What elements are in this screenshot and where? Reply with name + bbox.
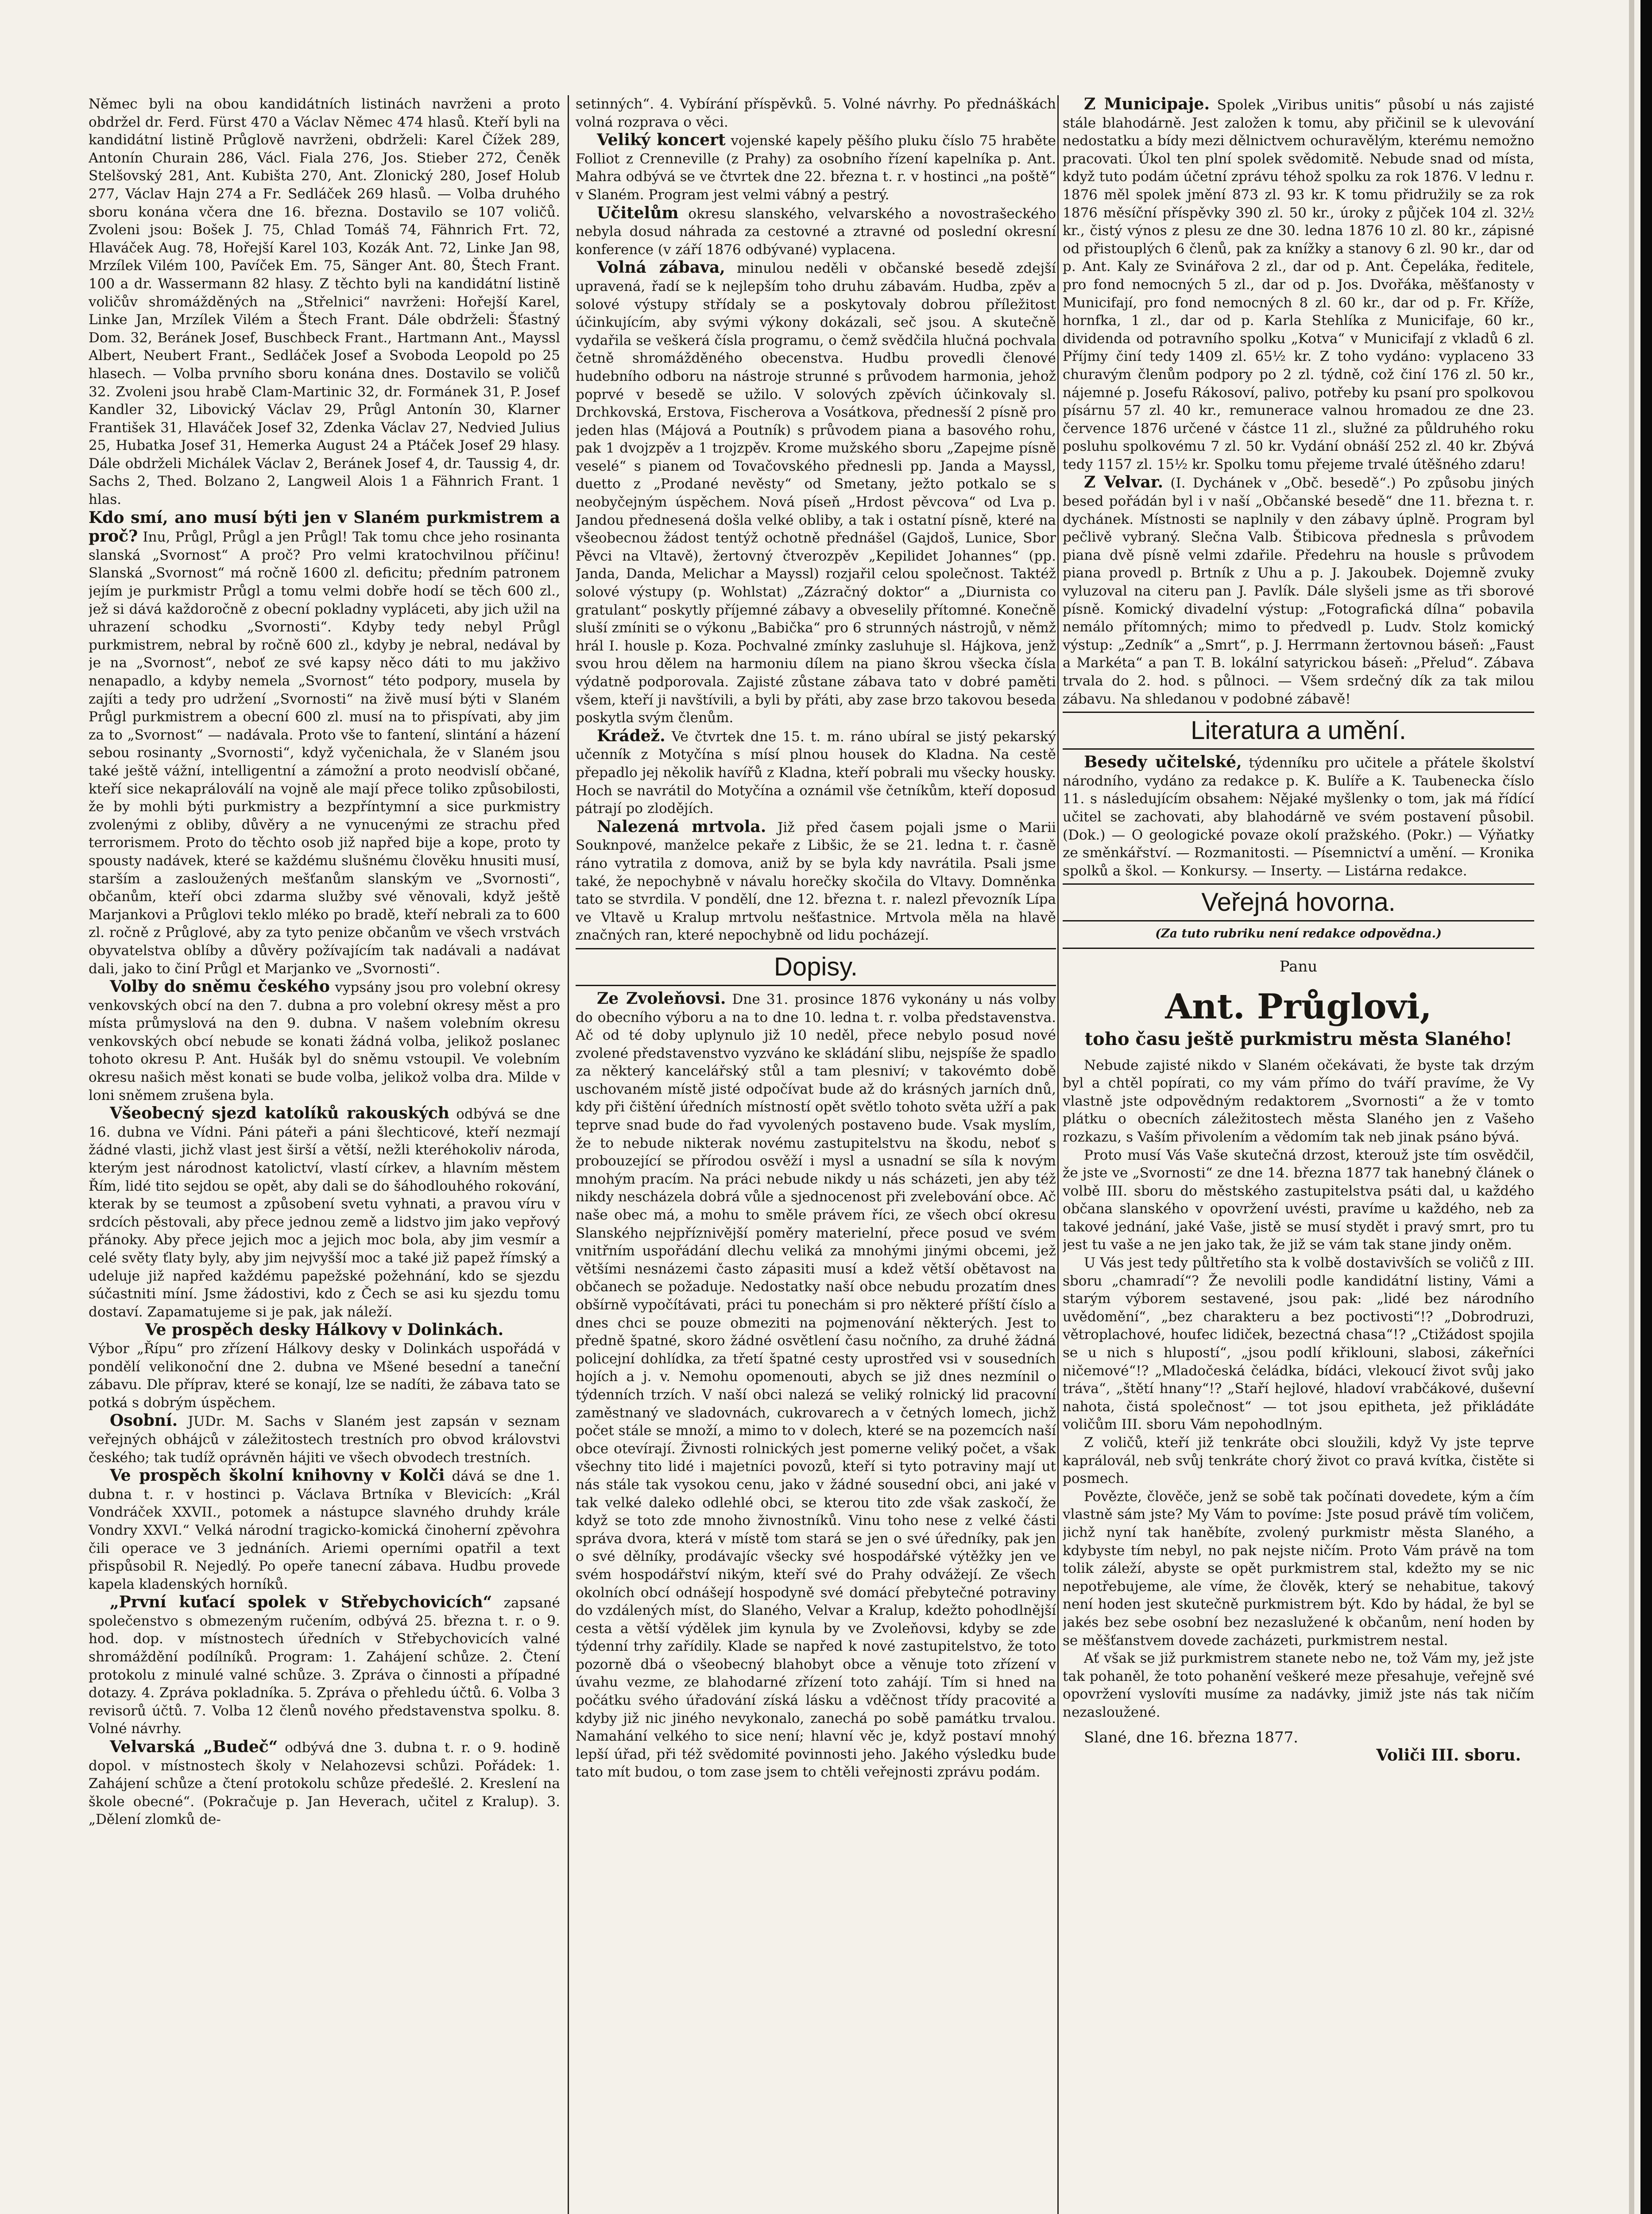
- article-budec-continued: setinných“. 4. Vybírání příspěvků. 5. Volné návrhy. Po přednáškách volná rozprava o věci.: [576, 96, 1056, 130]
- column-left: [89, 95, 560, 2214]
- article-budec: odbývá dne 3. dubna t. r. o 9. hodině dopol. v místnostech školy v Nelahozevsi schůzi. Pořádek: 1. Zahájení schůze a čtení protokolu schůze předešlé. 2. Kreslení na škole obecné“. (Pokračuje p. Jan Heverach, učitel z Kralup). 3. „Dělení zlomků de-: [89, 1740, 560, 1828]
- article-besedy-ucitelske: týdenníku pro učitele a přátele školství národního, vydáno za redakce p. K. Bulíře a K. Taubenecka číslo 11. s následujícím obsahem: Nějaké myšlenky o tom, jak má řídící učitel se zachovati, aby blahodárně ve svém postavení působil. (Dok.) — O geologické povaze okolí pražského. (Pokr.) — Výňatky ze směnkářství. — Rozmanitosti. — Písemnictví a umění. — Kronika spolků a škol. — Konkursy. — Inserty. — Listárna redakce.: [1063, 755, 1534, 879]
- editorial-disclaimer: (Za tuto rubriku není redakce odpovědna.): [1155, 927, 1442, 941]
- letter-paragraph: Ať však se již purkmistrem stanete nebo ne, tož Vám my, jež jste tak pohaněl, že toto pohanění veškeré meze přesahuje, veřejně své opovržení vyslovíti musíme za nadávky, jimiž jste nás tak ničím nezasloužené.: [1063, 1650, 1534, 1720]
- letter-paragraph: Z voličů, kteří již tenkráte obci sloužili, když Vy jste teprve kaprálovál, neb svůj tenkráte chorý život co pravá kvítka, čistěte si posmech.: [1063, 1435, 1534, 1487]
- headline-osobni: Osobní.: [110, 1411, 178, 1430]
- article-municipaje: Spolek „Viribus unitis“ působí u nás zajisté stále blahodárně. Jest založen k tomu, aby přičinil se k ulevování nedostatku a bídy mezi dělnictvem ochuravělým, kterému nemožno pracovati. Úkol ten plní spolek svědomitě. Nebude snad od místa, když tuto podám účetní zprávu téhož spolku za rok 1876. V lednu r. 1876 měl spolek jmění 873 zl. 93 kr. K tomu přidružily se za rok 1876 měsíční příspěvky 390 zl. 50 kr., úroky z půjček 104 zl. 32½ kr., čistý výnos z plesu ze dne 30. ledna 1876 10 zl. 80 kr., zápisné od přistouplých 6 členů, pak za knížky a stanovy 6 zl. 90 kr., dar od p. Ant. Kaly ze Svinářova 2 zl., dar od p. Ant. Čepeláka, ředitele, pro fond nemocných 5 zl., dar od p. Jos. Dvořáka, měšťanosty v Municifají, pro fond nemocných 8 zl. 60 kr., dar od p. Fr. Kříže, hornfka, 1 zl., dar od p. Karla Stehlíka z Municifaje, 60 kr., dividenda od potravního spolku „Kotva“ v Municifají z vkladů 6 zl. Příjmy činí tedy 1409 zl. 65½ kr. Z toho vydáno: vyplaceno 33 churavým členům podpory po 2 zl. týdně, což činí 176 zl. 50 kr., nájemné p. Josefu Rákosoví, palivo, potřeby ku psaní pro spolkovou písárnu 57 zl. 40 kr., remunerace valnou hromadou ze dne 23. července 1876 určené v částce 11 zl., služné za půldruhého roku posluhu spolkovému 7 zl. 50 kr. Vydání obnáší 252 zl. 40 kr. Zbývá tedy 1157 zl. 15½ kr. Spolku tomu přejeme trvalé útěšného zdaru!: [1063, 97, 1534, 472]
- article-volby: vypsány jsou pro volební okresy venkovských obcí na den 7. dubna a pro volební okresy měst a pro místa průmyslová na den 9. dubna. V našem volebním okresu venkovských obcí nebude se konati žádná volba, jelikož poslanec tohoto okresu P. Ant. Hušák byl do sněmu vstoupil. Ve volebním okresu našich měst konati se bude volba, jelikož volba dra. Milde v loni sněmem zrušena byla.: [89, 979, 560, 1103]
- headline-kradez: Krádež.: [597, 726, 665, 745]
- article-vseobecny-sjezd: odbývá se dne 16. dubna ve Vídni. Páni páteři a páni šlechticové, kteří nezmají žádné vlasti, jichž vlast jest širší a větší, nežli kteréhokoliv národa, kterým jest národnost katolictví, vlastí církev, a hlavním městem Řím, lidé tito sejdou se opět, aby dali se do šáhodlouhého rokování, kterak by se teumost a způsobení svetu vyhnati, a pravou víru v srdcích pěstovali, aby přece jednou země a lidstvo jim jako vepřový přánoky. Aby přece jejich moc a jejich moc bola, aby jim vesmír a celé světy ťlaty byly, aby jim nejvyšší moc a také již papež římský a udeluje již napřed každému papežské požehnání, kdo se sjezdu súčastniti míní. Jsme žádostivi, kdo z Čech se asi ku sjezdu tomu dostaví. Zapamatujeme si je pak, jak náleží.: [89, 1106, 560, 1320]
- headline-koncert: Veliký koncert: [597, 131, 726, 150]
- headline-velvar: Z Velvar.: [1084, 473, 1163, 492]
- letter-addressee: Ant. Průglovi,: [1165, 986, 1432, 1027]
- headline-besedy-ucitelske: Besedy učitelské,: [1084, 753, 1242, 772]
- headline-skolni-knihovna: Ve prospěch školní knihovny v Kolči: [110, 1466, 445, 1485]
- letter-paragraph: Proto musí Vás Vaše skutečná drzost, kterouž jste tím osvědčil, že jste ve „Svornosti“ ze dne 14. března 1877 tak hanebný článek o volbě III. sboru do městského zastupitelstva psáti dal, u každého občana slanského v opovržení uvésti, pravíme u každého, neb za takové jednání, jaké Vaše, jistě se musí stydět i pravý smrt, pro tu jest tu vaše a ne jen jako tak, že již se vám tak stane jindy oněm.: [1063, 1147, 1534, 1253]
- article-koncert: vojenské kapely pěšího pluku číslo 75 hraběte Folliot z Crenneville (z Prahy) za osobního řízení kapelníka p. Ant. Mahra odbývá se ve čtvrtek dne 22. března t. r. v hostinci „na poště“ v Slaném. Program jest velmi vábný a pestrý.: [576, 133, 1056, 203]
- section-heading-literatura: Literatura a umění.: [1063, 712, 1534, 750]
- scan-edge-bar: [1640, 0, 1652, 2214]
- article-mrtvola: Již před časem pojali jsme o Marii Souknpové, manželce pekaře z Libšic, že se 21. ledna t. r. časně ráno vytratila z domova, aniž by se byla kdy navrátila. Psali jsme také, že nepochybně v návalu horečky skočila do Vltavy. Domněnka tato se stvrdila. V pondělí, dne 12. března t. r. nalezl převozník Lípa ve Vltavě u Kralup mrtvolu nešťastnice. Mrtvola měla na hlavě značných ran, které nepochybně od lidu pocházejí.: [576, 819, 1056, 944]
- headline-volna-zabava: Volná zábava,: [597, 258, 725, 277]
- divider: [1063, 948, 1534, 949]
- article-kdo-smi: Inu, Průgl, Průgl a jen Průgl! Tak tomu chce jeho rosinanta slanská „Svornost“ A proč? Pro velmi kratochvilnou příčinu! Slanská „Svornost“ má ročně 1600 zl. deficitu; předním patronem jejím je purkmistr Průgl a tomu velmi dobře hodí se těch 600 zl., jež si dává každoročně z obecní pokladny vypláceti, aby jich užil na uhrazení schodku „Svornosti“. Kdyby tedy nebyl Průgl purkmistrem, nebral by ročně 600 zl., kdyby je nebral, nedával by je na „Svornost“, neboť ze své kapsy něco dáti to mu jakživo nenapadlo, a kdyby nemela „Svornost“ této podpory, musela by zajíti a tedy pro udržení „Svornosti“ na živě musí býti v Slaném Průgl purkmistrem a obecní 600 zl. musí na to přispívati, aby jim za to „Svornost“ — nadávala. Proto vše to fantení, slintání a házení sebou rosinanty „Svornosti“, když vyčenichala, že v Slaném jsou také ještě vážní, intelligentní a zámožní a proto neodvislí občané, kteří sice nekapráloválí na vojně ale mají přece toliko způsobilosti, že by mohli býti purkmistry a bezpříntymní a sice purkmistry zvolenými z obliby, důvěry a ne vynucenými ze strachu před terrorismem. Proto do těchto osob již napřed bije a kope, proto ty spousty nadávek, které se každému slušnému člověku hnusiti musí, starším a zasloužených mešťanům slanským ve „Svornosti“, občanům, kteří obci zdarma služby své věnovali, když ještě Marjankovi a Průglovi teklo mléko po bradě, kteří nebrali za to 600 zl. ročně z Průglové, aby za tyto penize občanům ve všech vrstvách obyvatelstva oblíby a důvěry požívajícím tak nadávali a nadávat dali, jako to činí Průgl et Marjanko ve „Svornosti“.: [89, 529, 560, 977]
- article-kradez: Ve čtvrtek dne 15. t. m. ráno ubíral se jistý pekarský učenník z Motyčína s mísí plnou housek do Kladna. Na cestě přepadlo jej několik havířů z Kladna, kteří pobrali mu všecky housky. Hoch se navrátil do Motyčína a oznámil vše četníkům, kteří doposud pátrají po zlodějích.: [576, 728, 1056, 817]
- headline-deska-halkova: Ve prospěch desky Hálkovy v Dolinkách.: [145, 1320, 504, 1339]
- letter-date: Slané, dne 16. března 1877.: [1084, 1728, 1298, 1746]
- article-deska-halkova: Výbor „Řípu“ pro zřízení Hálkovy desky v Dolinkách uspořádá v pondělí velikonoční dne 2. dubna ve Mšené besední a taneční zábavu. Dle příprav, které se konají, lze se nadíti, že zábava tato se potká s dobrým úspěchem.: [89, 1340, 560, 1411]
- column-divider: [568, 95, 569, 2214]
- letter-addressee-title: toho času ještě purkmistru města Slaného!: [1084, 1028, 1513, 1049]
- article-skolni-knihovna: dává se dne 1. dubna t. r. v hostinci p. Václava Brtníka v Blevicích: „Král Vondráček XXVII., potomek a nástupce slavného druhdy krále Vondry XXVI.“ Velká národní tragicko-komická činoherní zpěvohra čili operace ve 3 jednáních. Ariemi operními opatřil a text přispůsobil R. Nejedlý. Po opeře tanecní zábava. Hudbu provede kapela kladenských horníků.: [89, 1468, 560, 1592]
- section-heading-verejna-hovorna: Veřejná hovorna.: [1063, 883, 1534, 921]
- column-right: [1063, 95, 1534, 2214]
- article-osobni: JUDr. M. Sachs v Slaném jest zapsán v seznam veřejných obhájců v záležitostech trestních pro obvod královstvi českého; tak tudíž oprávněn hájiti ve všech obvodech trestních.: [89, 1413, 560, 1466]
- section-heading-dopisy: Dopisy.: [576, 948, 1056, 986]
- headline-ucitelum: Učitelům: [597, 203, 679, 222]
- column-divider: [1057, 95, 1059, 2214]
- article-zvolenovsi: Dne 31. prosince 1876 vykonány u nás volby do obecního výboru a na to dne 10. ledna t. r. volba představenstva. Ač od té doby uplynulo již 10 neděl, přece nebylo posud nové zvolené představenstvo vyzváno ke skládání slibu, nejspíše že spadlo za některý kancelářský stůl a tam plesniví; v takovémto době uschovaném místě jisté odpočívat bude až do krásných jarních dnů, kdy při čištění úředních místností opět světlo tohoto světa užří a pak teprve snad bude do řad vyvolených postaveno bude. Vsak myslím, že to nebude nikterak novému zastupitelstvu na škodu, neboť s probouzející se přírodou osvěží i mysl a usnadní se síla k novým mnohým pracím. Na práci nebude nikdy u nás scházeti, jen aby též nikdy nescházela dobrá vůle a sjednocenost při zvelebování obce. Ač naše obec má, a mohu to směle právem říci, ze všech obcí okresu Slanského nejpříznivější poměry materielní, přece posud ve svém vnitřním uspořádání dlechu veliká za mnohými jinými obcemi, jež většími nesnázemi často zápasiti musí a kdež větší obětavost na občanech se požaduje. Nedostatky naší obce nebudu prozatím dnes obšírně vypočítávati, práci tu ponechám si pro některé příští číslo a dnes chci se pouze obmeziti na pojmenování některých. Jest to předně špatné, skoro žádné osvětlení času nočního, za druhé žádná policejní dohlídka, za třetí špatné cesty uprostřed vsi v sousedních hojích a j. v. Nemohu opomenouti, abych se již dnes nezmínil o týdenních trzích. V naší obci nalezá se veliký rolnický lid pracovní zaměstnaný ve sladovnách, cukrovarech a v četných lomech, jichž počet stále se množí, a mimo to v dolech, které se na pozemcích naší obce otevírají. Živnosti rolnických jest pomerne veliký počet, a však všechny tito lidé i majetníci povozů, kteří si tyto potraviny mají ut nás stále tak vysokou cenu, jako v žádné sousední obci, ani jaké v tak velké daleko odlehlé obci, se kterou tito zde však zaskočí, že když se toto zde mnoho živnostníků. Vinu toho nese z velké části správa dvora, která v místě tom stará se jen o své úředníky, pak jen o své dělníky, prodávajíc všecky své hospodářské výtěžky jen ve svém hospodářství nikým, kteří své do Prahy odvážejí. Ze všech okolních obcí odnášejí hospodyně své domácí přebytečné potraviny do vzdálených míst, do Slaného, Velvar a Kralup, kdežto pohodlnější cesta a větší výdělek jim kynula by ve Zvoleňovsi, kdyby se zde týdenní trhy zařídily. Klade se napřed k nové zastupitelstvo, že toto pozorně dbá o všeobecný blahobyt obce a věnuje toto zřízení v úvahu vezme, ze blahodarné zřízení toto zahájí. Tím si hned na počátku svého úřadování získá lásku a vděčnost třídy pracovité a kdyby již nic jiného nevykonalo, zanechá po sobě památku trvalou. Namahání velkého to sice není; hlavní věc je, když postaví mnohý lepší úřad, při též svědomité povinnosti jeho. Jakého výsledku bude tato mít budou, o tom zase jsem to chtěli veřejnosti zprávu podám.: [576, 991, 1056, 1780]
- letter-salutation: Panu: [1279, 957, 1318, 975]
- headline-kutaci-spolek: „První kuťací spolek v Střebychovicích“: [110, 1593, 492, 1612]
- letter-paragraph: U Vás jest tedy půltřetího sta k volbě dostavivších se voličů z III. sboru „chamradí“? Že nevolili podle kandidátní listiny, Vámi a starým výborem sestavené, jsou pak: „lidé bez národního uvědomění“, „bez charakteru a bez poctivosti“!? „Dobrodruzi, větroplachové, houfec lidiček, bezectná chasa“!? „Ctižádost spojila se u nich s hlupostí“, „jsou podlí křiklouni, slabosi, zákeřníci ničemové“!? „Mladočeská čeládka, bídáci, vlekoucí život svůj jako tráva“, „štětí hnany“!? „Staří hejlové, hladoví vrabčákové, duševní nahota, čistá společnost“ — tot jsou epitheta, jež přikládáte voličům III. sboru Vám nepohodlným.: [1063, 1255, 1534, 1433]
- page-gutter-shadow: [1629, 0, 1634, 2214]
- headline-vseobecny-sjezd: Všeobecný sjezd katolíků rakouských: [110, 1104, 449, 1123]
- article-velvar: (I. Dychánek v „Obč. besedě“.) Po způsobu jiných besed pořádán byl i v naší „Občanské besedě“ dne 11. března t. r. dychánek. Místnosti se naplnily v den zábavy úplně. Program byl pečlivě vybraný. Slečna Valb. Štibicova přednesla s průvodem piana dvě písně velmi zdařile. Předehru na housle s průvodem piana provedl p. Brtník z Uhu a p. J. Jakoubek. Dojemně zvuky vyluzoval na citeru pan J. Pavlík. Dále slyšeli jsme as tři sborové písně. Komický divadelní výstup: „Fotografická dílna“ pobavila nemálo přítomných; mimo to předvedl p. Ludv. Stolz komický výstup: „Zedník“ a „Smrt“, p. J. Herrmann žertovnou báseň: „Faust a Markéta“ a pan T. B. lokální satyrickou báseň: „Přelud“. Zábava trvala do 2. hod. s půlnoci. — Všem srdečný dík za tak milou zábavu. Na shledanou v podobné zábavě!: [1063, 475, 1534, 707]
- headline-budec: Velvarská „Budeč“: [110, 1738, 278, 1757]
- headline-mrtvola: Nalezená mrtvola.: [597, 817, 766, 836]
- headline-municipaje: Z Municipaje.: [1084, 95, 1210, 113]
- headline-kdo-smi: Kdo smí, ano musí býti jen v Slaném purkmistrem a proč?: [89, 508, 560, 546]
- letter-paragraph: Nebude zajisté nikdo v Slaném očekávati, že byste tak drzým byl a chtěl popírati, co my vám přímo do tváří pravíme, že Vy vlastně jste odpovědným redaktorem „Svornosti“ a že v tomto plátku o obecních záležitostech města Slaného jen z Vašeho rozkazu, s Vaším přivolením a vědomím tak neb jinak psáno bývá.: [1063, 1057, 1534, 1145]
- column-middle: [576, 95, 1056, 2214]
- headline-zvolenovsi: Ze Zvoleňovsi.: [597, 989, 726, 1008]
- article-kutaci-spolek: zapsané společenstvo s obmezeným ručením, odbývá 25. března t. r. o 9. hod. dop. v místnostech úředních v Střebychovicích valné shromáždění podílníků. Program: 1. Zahájení schůze. 2. Čtení protokolu z minulé valné schůze. 3. Zpráva o činnosti a případné dotazy. 4. Zpráva pokladníka. 5. Zpráva o přehledu účtů. 6. Volba 3 revisorů účtů. 7. Volba 12 členů nového představenstva spolku. 8. Volné návrhy.: [89, 1595, 560, 1737]
- headline-volby: Volby do sněmu českého: [110, 977, 330, 996]
- letter-signature: Voliči III. sboru.: [1376, 1746, 1521, 1765]
- article-ucitelum: okresu slanského, velvarského a novostrašeckého nebyla dosud náhrada za cestovné a ztravné od poslední okresní konference (v září 1876 odbývané) vyplacena.: [576, 205, 1056, 258]
- letter-paragraph: Povězte, člověče, jenž se sobě tak počínati dovedete, kým a čím vlastně sám jste? My Vám to povíme: Jste posud právě tím voličem, jichž nyní tak haněbíte, zvolený purkmistr města Slaného, a kdybyste tím nebyl, no pak nejste ničím. Proto Vám právě na tom tolik záleží, abyste se opět purkmistrem stal, kdežto my se nic nepotřebujeme, ale víme, že člověk, který se nehabitue, takový není hoden jest skutečně purkmistrem být. Kdo by hádal, že byl se jakés bez sebe osobní bez nezaslužené k občanům, není hoden by se měšťanstvem dovede zacházeti, purkmistrem nestal.: [1063, 1488, 1534, 1649]
- article-volna-zabava: minulou neděli v občanské besedě zdejší upravená, řadí se k nejlepším toho druhu zábavám. Hudba, zpěv a solové výstupy střídaly se a poskytovaly dobrou příležitost účinkujícím, aby svými výkony dokázali, seč jsou. A skutečně vydařila se veškerá čísla programu, o čemž svědčila hlučná pochvala četně shromážděného obecenstva. Hudbu provedli členové hudebního odboru na nástroje strunné s průvodem harmonia, jehož poprvé v besedě se užilo. V solových zpěvích účinkovaly sl. Drchkovská, Erstova, Fischerova a Vosátkova, přednesší 2 písně pro jeden hlas (Májová a Poutník) s průvodem piana a basového rohu, pak 1 dvojzpěv a 1 trojzpěv. Krome mužského sboru „Zapejme písně veselé“ s pianem od Tovačovského přednesli pp. Janda a Mayssl, duetto z „Prodané nevěsty“ od Smetany, ježto potkalo se s neobyčejným úspěchem. Nová píseň „Hrdost pěvcova“ od Lva p. Jandou přednesená došla velké obliby, a tak i ostatní písně, které na všeobecnou žádost tentýž ochotně přednášel (Gajdoš, Lunice, Sbor Pěvci na Vltavě), žertovný čtverozpěv „Kepilidet Johannes“ (pp. Janda, Danda, Melichar a Mayssl) rozjařil celou společnost. Taktéž solové výstupy (p. Wohlstat) „Zázračný doktor“ a „Diurnista co gratulant“ poskytly příjemné zábavy a obveselily přítomné. Konečně sluší zmíniti se o výkonu „Babička“ pro 6 strunných nástrojů, v němž hrál I. housle p. Koza. Pochvalné zmínky zasluhuje sl. Hájkova, jenž svou hrou dělem na harmoniu dílem na piano škrou všecka čísla výdatně podporovala. Zajisté zůstane zábava tato v dobré paměti všem, kteří ji navštívili, a byli by přáti, aby zase brzo takovou beseda poskytla svým členům.: [576, 260, 1056, 726]
- article-elections-results: Němec byli na obou kandidátních listinách navrženi a proto obdržel dr. Ferd. Fürst 470 a Václav Němec 474 hlasů. Kteří byli na kandidátní listině Průglově navrženi, obdrželi: Karel Čížek 289, Antonín Churain 286, Václ. Fiala 276, Jos. Stieber 272, Čeněk Stelšovský 281, Ant. Kubišta 270, Ant. Zlonický 280, Josef Holub 277, Václav Hajn 274 a Fr. Sedláček 269 hlasů. — Volba druhého sboru konána včera dne 16. března. Dostavilo se 107 voličů. Zvoleni jsou: Bošek J. 75, Chlad Tomáš 74, Fähnrich Frt. 72, Hlaváček Aug. 78, Hořejší Karel 103, Kozák Ant. 72, Linke Jan 98, Mrzílek Vilém 100, Pavíček Em. 75, Sänger Ant. 80, Štech Frant. 100 a dr. Wassermann 82 hlasy. Z těchto byli na kandidátní listině voličův shromážděných na „Střelnici“ navrženi: Hořejší Karel, Linke Jan, Mrzílek Vilém a Štech Frant. Dále obdrželi: Šťastný Dom. 32, Beránek Josef, Buschbeck Frant., Hartmann Ant., Mayssl Albert, Neubert Frant., Sedláček Josef a Svoboda Leopold po 25 hlasech. — Volba prvního sboru konána dnes. Dostavilo se voličů 32. Zvoleni jsou hrabě Clam-Martinic 32, dr. Formánek 31, P. Josef Kandler 32, Libovický Václav 29, Průgl Antonín 30, Klarner František 31, Hlaváček Josef 32, Zdenka Václav 27, Nedvied Julius 25, Hubatka Josef 31, Hemerka August 24 a Ptáček Josef 29 hlasy. Dále obdrželi Michálek Václav 2, Beránek Josef 4, dr. Taussig 4, dr. Sachs 2, Thed. Bolzano 2, Langweil Alois 1 a Fähnrich Frant. 1 hlas.: [89, 96, 560, 508]
